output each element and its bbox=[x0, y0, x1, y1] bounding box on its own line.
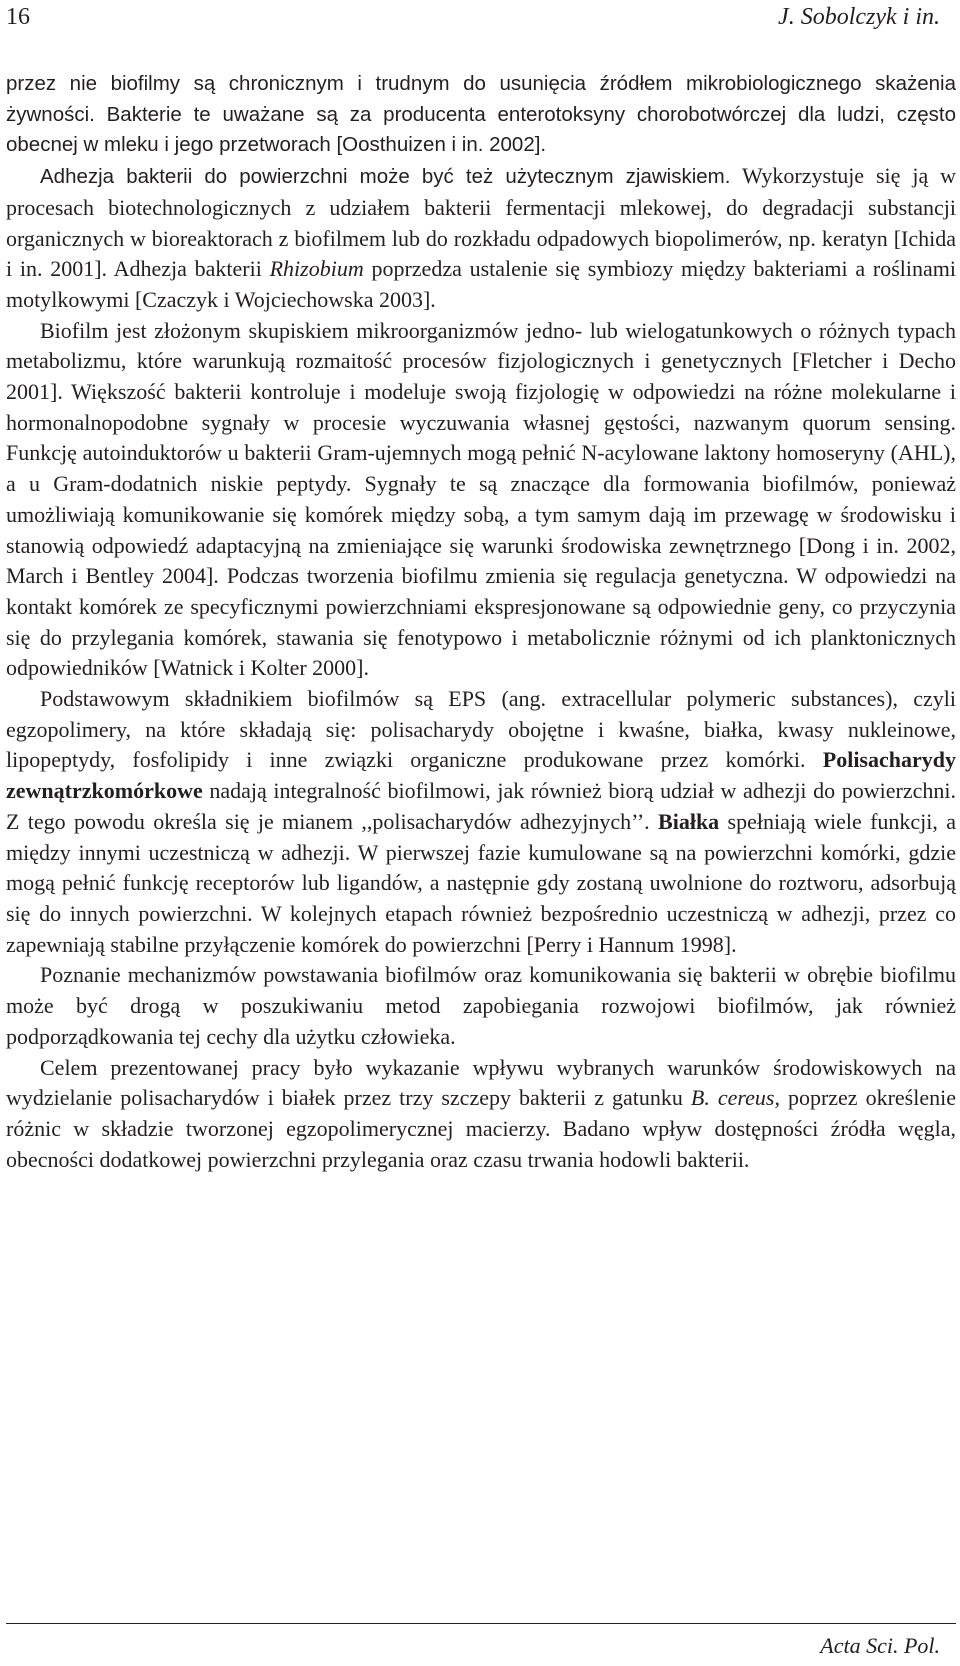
paragraph-5: Poznanie mechanizmów powstawania biofilmów oraz komunikowania się bakterii w obrębie biofilmu może być drogą w poszukiwaniu metod zapobiegania rozwojowi biofilmów, jak również podporządkowania tej cechy dla użytku człowieka. bbox=[6, 962, 956, 1049]
footer-rule bbox=[6, 1623, 956, 1624]
running-head: J. Sobolczyk i in. bbox=[778, 4, 940, 30]
paragraph-2-text-b: poprzedza ustalenie się symbiozy między bakteriami a roślinami motylkowymi [Czaczyk i Wojciechowska 2003]. bbox=[6, 256, 956, 312]
paragraph-4-text-c: spełniają wiele funkcji, a między innymi uczestniczą w adhezji. W pierwszej fazie kumulowane są na powierzchni komórki, gdzie mogą pełnić funkcję receptorów lub ligandów, a następnie gdy zostaną uwolnione do roztworu, adsorbują się do innych powierzchni. W kolejnych etapach również bezpośrednio uczestniczą w adhezji, przez co zapewniają stabilne przyłączenie komórek do powierzchni [Perry i Hannum 1998]. bbox=[6, 808, 956, 957]
journal-name: Acta Sci. Pol. bbox=[820, 1633, 940, 1658]
paragraph-4-bold-proteins: Białka bbox=[658, 808, 720, 834]
paragraph-6-species: B. cereus bbox=[690, 1085, 775, 1111]
page-header bbox=[0, 0, 960, 40]
paragraph-3: Biofilm jest złożonym skupiskiem mikroorganizmów jedno- lub wielogatunkowych o różnych typach metabolizmu, które warunkują rozmaitość procesów fizjologicznych i genetycznych [Fletcher i Decho 2001]. Większość bakterii kontroluje i modeluje swoją fizjologię w odpowiedzi na różne molekularne i hormonalnopodobne sygnały w procesie wyczuwania własnej gęstości, nazwanym quorum sensing. Funkcję autoinduktorów u bakterii Gram-ujemnych mogą pełnić N-acylowane laktony homoseryny (AHL), a u Gram-dodatnich niskie peptydy. Sygnały te są znaczące dla formowania biofilmów, ponieważ umożliwiają komunikowanie się komórek między sobą, a tym samym dają im przewagę w środowisku i stanowią odpowiedź adaptacyjną na zmieniające się warunki środowiska zewnętrznego [Dong i in. 2002, March i Bentley 2004]. Podczas tworzenia biofilmu zmienia się regulacja genetyczna. W odpowiedzi na kontakt komórek ze specyficznymi powierzchniami ekspresjonowane są odpowiednie geny, co przyczynia się do przylegania komórek, stawania się fenotypowo i metabolicznie różnymi od ich planktonicznych odpowiedników [Watnick i Kolter 2000]. bbox=[6, 317, 956, 681]
paragraph-2-text-a: Wykorzystuje się ją w procesach biotechnologicznych z udziałem bakterii fermentacji mlekowej, do degradacji substancji organicznych w bioreaktorach z biofilmem lub do rozkładu odpadowych biopolimerów, np. keratyn [Ichida i in. 2001]. Adhezja bakterii bbox=[6, 163, 956, 282]
paragraph-6 bbox=[6, 1053, 956, 1176]
paragraph-4-bold-polysaccharides: Polisacharydy zewnątrzkomórkowe bbox=[6, 747, 956, 804]
paragraph-4-text-a: Podstawowym składnikiem biofilmów są EPS (ang. extracellular polymeric substances), czyli egzopolimery, na które składają się: polisacharydy obojętne i kwaśne, białka, kwasy nukleinowe, lipopeptydy, fosfolipidy i inne związki organiczne produkowane przez komórki. bbox=[6, 686, 956, 773]
paragraph-2 bbox=[6, 161, 956, 316]
paragraph-1: przez nie biofilmy są chronicznym i trudnym do usunięcia źródłem mikrobiologicznego skażenia żywności. Bakterie te uważane są za producenta enterotoksyny chorobotwórczej dla ludzi, często obecnej w mleku i jego przetworach [Oosthuizen i in. 2002]. bbox=[6, 72, 956, 157]
paragraph-4 bbox=[6, 684, 956, 960]
paragraph-6-text-b: , poprzez określenie różnic w składzie tworzonej egzopolimerycznej macierzy. Badano wpływ dostępności źródła węgla, obecności dodatkowej powierzchni przylegania oraz czasu trwania hodowli bakterii. bbox=[6, 1085, 956, 1172]
paragraph-6-text-a: Celem prezentowanej pracy było wykazanie wpływu wybranych warunków środowiskowych na wydzielanie polisacharydów i białek przez trzy szczepy bakterii z gatunku bbox=[6, 1054, 956, 1111]
paragraph-4-text-b: nadają integralność biofilmowi, jak również biorą udział w adhezji do powierzchni. Z tego powodu określa się je mianem ,,polisacharydów adhezyjnych’’. bbox=[6, 778, 956, 834]
page-number: 16 bbox=[6, 4, 30, 30]
paragraph-2-genus: Rhizobium bbox=[269, 256, 364, 282]
paragraph-2-lead: Adhezja bakterii do powierzchni może być też użytecznym zjawiskiem. bbox=[40, 165, 731, 189]
article-body bbox=[6, 69, 956, 1175]
